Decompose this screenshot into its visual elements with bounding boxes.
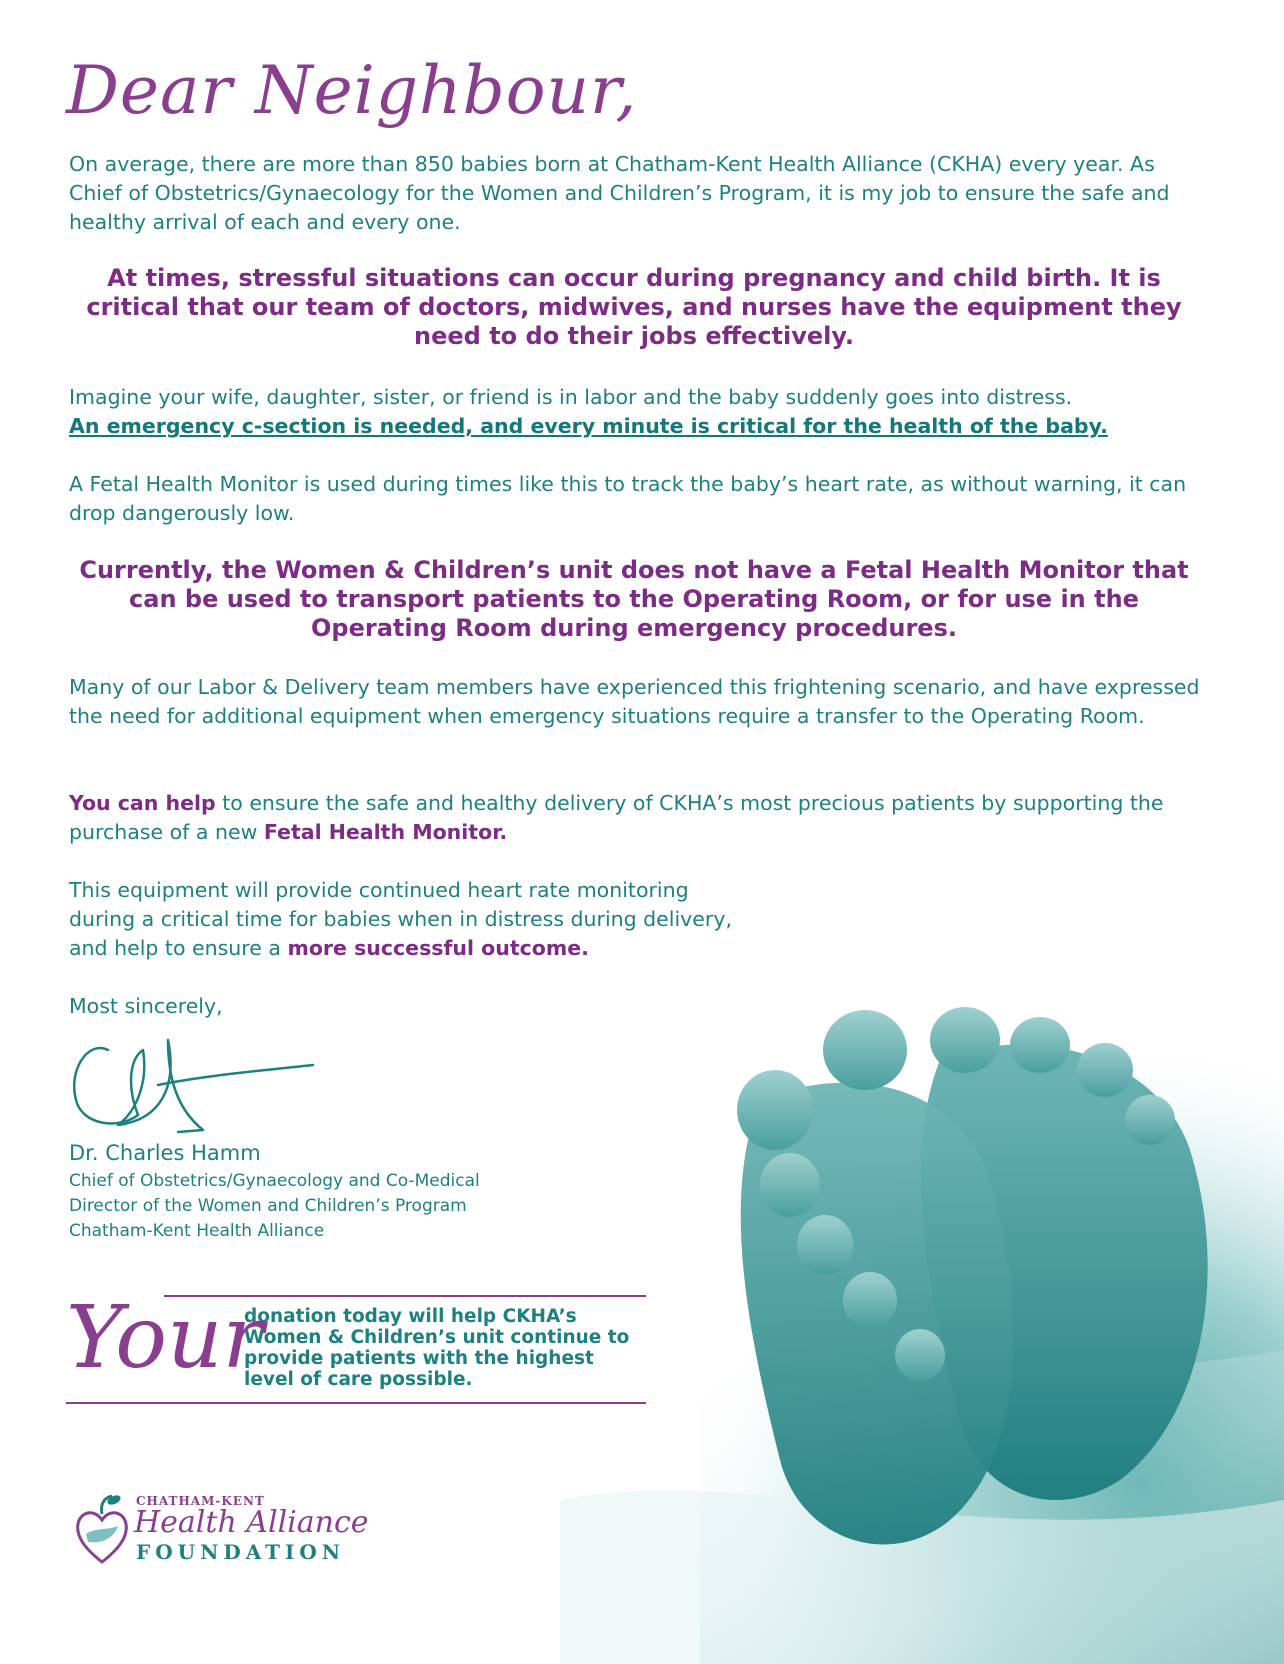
help-paragraph [69, 789, 1209, 847]
logo-health-alliance: Health Alliance [134, 1505, 369, 1540]
equipment-paragraph [69, 876, 759, 963]
monitor-paragraph: A Fetal Health Monitor is used during times like this to track the baby’s heart rate, as without warning, it can drop dangerously low. [69, 472, 1187, 525]
closing-text: Most sincerely, [69, 994, 223, 1018]
handwritten-signature [68, 1030, 318, 1138]
signer-name: Dr. Charles Hamm [69, 1141, 261, 1165]
callout-bottom-rule [66, 1402, 646, 1404]
signer-title-line-2: Director of the Women and Children’s Program [69, 1196, 467, 1216]
logo-foundation: FOUNDATION [136, 1540, 346, 1564]
successful-outcome-text: more successful outcome. [287, 936, 589, 960]
fetal-monitor-text: Fetal Health Monitor. [263, 820, 508, 844]
callout-no-monitor: Currently, the Women & Children’s unit does not have a Fetal Health Monitor that can be used to transport patients to the Operating Room, or for use in the Operating Room during emergency procedures. [79, 556, 1189, 642]
signer-title-line-1: Chief of Obstetrics/Gynaecology and Co-Medical [69, 1171, 480, 1191]
donation-callout [66, 1290, 646, 1406]
signer-title-line-3: Chatham-Kent Health Alliance [69, 1221, 325, 1241]
your-script-word: Your [66, 1288, 264, 1388]
you-can-help-text: You can help [69, 791, 216, 815]
equipment-text: This equipment will provide continued heart rate monitoring during a critical time for babies when in distress during delivery, and help to ensure a [69, 878, 732, 960]
team-paragraph: Many of our Labor & Delivery team members have experienced this frightening scenario, and have expressed the need for additional equipment when emergency situations require a transfer to the Operating Room. [69, 675, 1200, 728]
emergency-underlined-text: An emergency c-section is needed, and every minute is critical for the health of the baby. [69, 414, 1108, 438]
logo-chatham-kent: CHATHAM-KENT [136, 1494, 265, 1508]
heart-logo-icon [74, 1492, 130, 1568]
signer-title [69, 1169, 589, 1244]
foundation-logo [74, 1490, 394, 1570]
intro-paragraph: On average, there are more than 850 babies born at Chatham-Kent Health Alliance (CKHA) every year. As Chief of Obstetrics/Gynaecology for the Women and Children’s Program, it is my job to ensure the safe and healthy arrival of each and every one. [69, 152, 1170, 234]
imagine-text: Imagine your wife, daughter, sister, or friend is in labor and the baby suddenly goes into distress. [69, 385, 1073, 409]
help-middle-text: to ensure the safe and healthy delivery of CKHA’s most precious patients by supporting the purchase of a new [69, 791, 1164, 844]
greeting-heading: Dear Neighbour, [66, 52, 638, 129]
donation-callout-text: donation today will help CKHA’s Women & Children’s unit continue to provide patients with the highest level of care possible. [244, 1306, 630, 1390]
callout-stressful-situations: At times, stressful situations can occur during pregnancy and child birth. It is critical that our team of doctors, midwives, and nurses have the equipment they need to do their jobs effectively. [86, 264, 1182, 350]
imagine-paragraph [69, 383, 1209, 441]
